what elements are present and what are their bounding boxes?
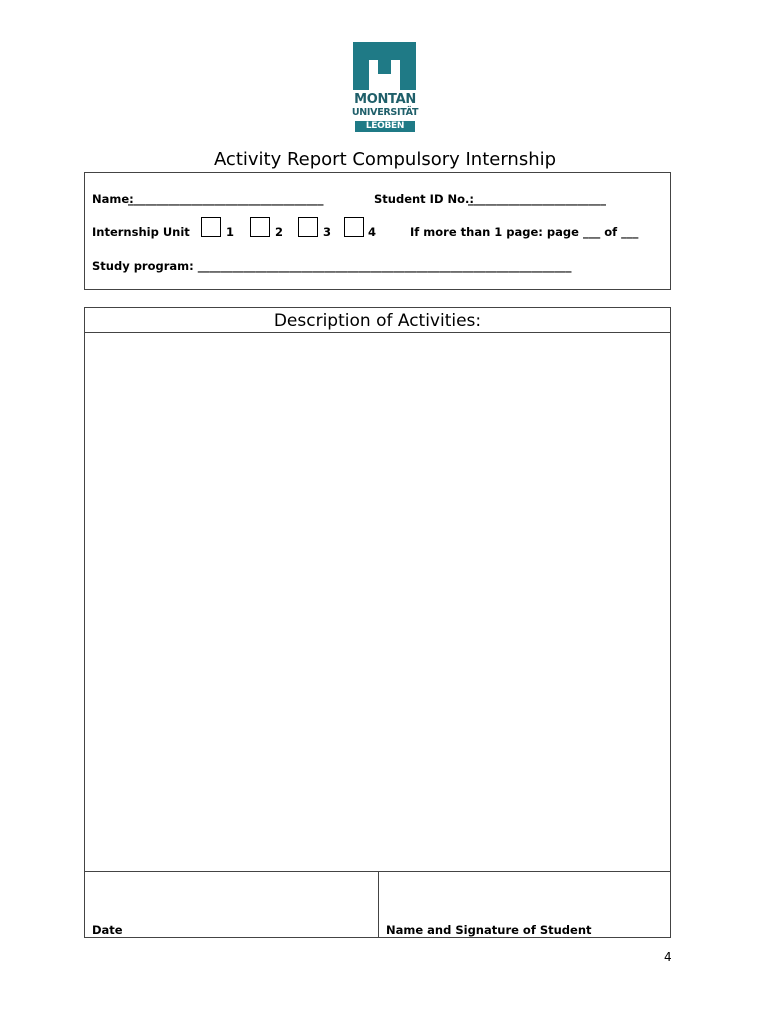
page-current-field[interactable]: ___ xyxy=(582,225,601,239)
name-field[interactable]: __________________________________ xyxy=(128,192,324,206)
university-logo xyxy=(350,42,420,134)
internship-unit-label: Internship Unit xyxy=(92,225,190,239)
document-title: Activity Report Compulsory Internship xyxy=(213,149,557,170)
study-program-label: Study program: xyxy=(92,259,194,273)
page-count-row xyxy=(410,225,638,239)
date-label: Date xyxy=(92,923,123,937)
page-total-field[interactable]: ___ xyxy=(621,225,639,239)
unit-4-label: 4 xyxy=(368,225,377,239)
page-count-prefix: If more than 1 page: page xyxy=(410,225,579,239)
montanuniversitaet-logo-icon xyxy=(353,42,416,90)
page-of-label: of xyxy=(604,225,618,239)
student-info-box xyxy=(84,172,671,290)
logo-text-universitaet: UNIVERSITÄT xyxy=(351,107,419,118)
description-text-area[interactable] xyxy=(85,333,670,871)
student-id-label: Student ID No.: xyxy=(374,192,475,206)
description-heading: Description of Activities: xyxy=(85,308,670,333)
unit-4-checkbox[interactable] xyxy=(344,217,364,237)
logo-text-montan: MONTAN xyxy=(354,92,416,107)
date-field[interactable] xyxy=(85,872,378,937)
logo-text-leoben: LEOBEN xyxy=(355,121,415,132)
unit-1-label: 1 xyxy=(226,225,235,239)
student-id-field[interactable]: ________________________ xyxy=(468,192,606,206)
unit-1-checkbox[interactable] xyxy=(201,217,221,237)
name-label: Name: xyxy=(92,192,134,206)
unit-2-checkbox[interactable] xyxy=(250,217,270,237)
page-number: 4 xyxy=(664,950,672,964)
study-program-field[interactable]: _________________________________________________________________ xyxy=(197,259,572,273)
unit-3-checkbox[interactable] xyxy=(298,217,318,237)
description-box xyxy=(84,307,671,938)
name-signature-label: Name and Signature of Student xyxy=(386,923,592,937)
signature-area xyxy=(85,871,670,937)
study-program-row xyxy=(92,259,572,273)
unit-3-label: 3 xyxy=(323,225,332,239)
unit-2-label: 2 xyxy=(275,225,284,239)
